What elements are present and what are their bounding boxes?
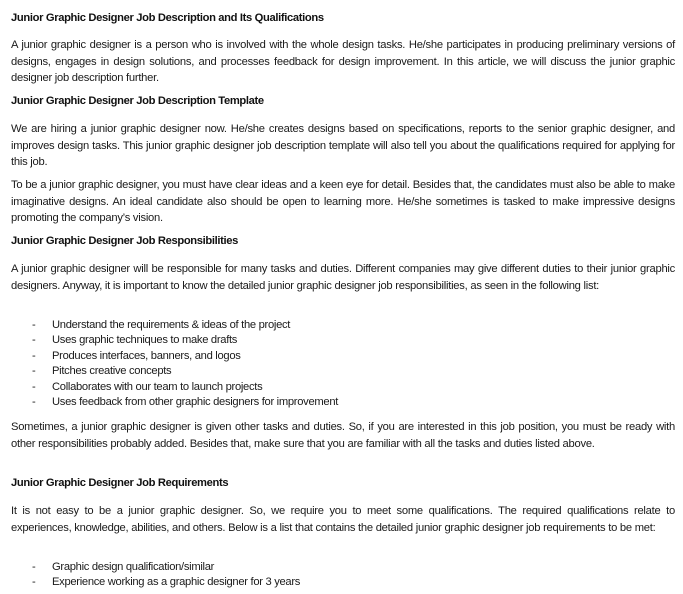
requirements-intro-paragraph: It is not easy to be a junior graphic designer. So, we require you to meet some qualifications. The required qualifications relate to experiences, knowledge, abilities, and others. Below is a list that contains the detailed junior graphic designer job requirements to be met: <box>11 505 675 534</box>
responsibilities-intro-paragraph: A junior graphic designer will be responsible for many tasks and duties. Different companies may give different duties to their junior graphic designers. Anyway, it is important to know the detailed junior graphic designer job responsibilities, as seen in the following list: <box>11 263 675 292</box>
section-heading-requirements: Junior Graphic Designer Job Requirements <box>11 477 229 489</box>
document-page: Junior Graphic Designer Job Description and Its Qualifications A junior graphic designer is a person who is involved with the whole design tasks. He/she participates in producing preliminary versions of designs, engages in design solutions, and processes feedback for design improvement. In this article, we will discuss the junior graphic designer job description further. Junior Graphic Designer Job Description Template We are hiring a junior graphic designer now. He/she creates designs based on specifications, reports to the senior graphic designer, and improves design tasks. This junior graphic designer job description template will also tell you about the qualifications required for applying for this job. To be a junior graphic designer, you must have clear ideas and a keen eye for detail. Besides that, the candidates must also be able to make imaginative designs. An ideal candidate also should be open to learning more. He/she sometimes is tasked to make impressive designs promoting the company’s vision. Junior Graphic Designer Job Responsibilities A junior graphic designer will be responsible for many tasks and duties. Different companies may give different duties to their junior graphic designers. Anyway, it is important to know the detailed junior graphic designer job responsibilities, as seen in the following list: - Understand the requirements & ideas of the project - Uses graphic techniques to make drafts - Produces interfaces, banners, and logos - Pitches creative concepts - Collaborates with our team to launch projects - Uses feedback from other graphic designers for improvement Sometimes, a junior graphic designer is given other tasks and duties. So, if you are interested in this job position, you must be ready with other responsibilities probably added. Besides that, make sure that you are familiar with all the tasks and duties listed above. Junior Graphic Designer Job Requirements It is not easy to be a junior graphic designer. So, we require you to meet some qualifications. The required qualifications relate to experiences, knowledge, abilities, and others. Below is a list that contains the detailed junior graphic designer job requirements to be met: - Graphic design qualification/similar - Experience working as a graphic designer for 3 years <box>0 0 683 594</box>
dash-bullet-icon: - <box>32 380 36 393</box>
section-heading-responsibilities: Junior Graphic Designer Job Responsibilities <box>11 235 239 247</box>
dash-bullet-icon: - <box>32 349 36 362</box>
dash-bullet-icon: - <box>32 576 36 589</box>
section-heading-template: Junior Graphic Designer Job Description Template <box>11 95 264 107</box>
intro-paragraph: A junior graphic designer is a person who is involved with the whole design tasks. He/she participates in producing preliminary versions of designs, engages in design solutions, and processes feedback for design improvement. In this article, we will discuss the junior graphic designer job description further. <box>11 39 675 84</box>
document-title: Junior Graphic Designer Job Description and Its Qualifications <box>11 12 324 24</box>
responsibilities-closing-paragraph: Sometimes, a junior graphic designer is given other tasks and duties. So, if you are interested in this job position, you must be ready with other responsibilities probably added. Besides that, make sure that you are familiar with all the tasks and duties listed above. <box>11 421 675 450</box>
dash-bullet-icon: - <box>32 319 36 331</box>
dash-bullet-icon: - <box>32 365 36 378</box>
template-paragraph-2: To be a junior graphic designer, you must have clear ideas and a keen eye for detail. Besides that, the candidates must also be able to make imaginative designs. An ideal candidate also should be open to learning more. He/she sometimes is tasked to make impressive designs promoting the company’s vision. <box>11 179 675 224</box>
dash-bullet-icon: - <box>32 334 36 347</box>
dash-bullet-icon: - <box>32 561 36 573</box>
dash-bullet-icon: - <box>32 395 36 408</box>
template-paragraph-1: We are hiring a junior graphic designer now. He/she creates designs based on specifications, reports to the senior graphic designer, and improves design tasks. This junior graphic designer job description template will also tell you about the qualifications required for applying for this job. <box>11 123 675 168</box>
